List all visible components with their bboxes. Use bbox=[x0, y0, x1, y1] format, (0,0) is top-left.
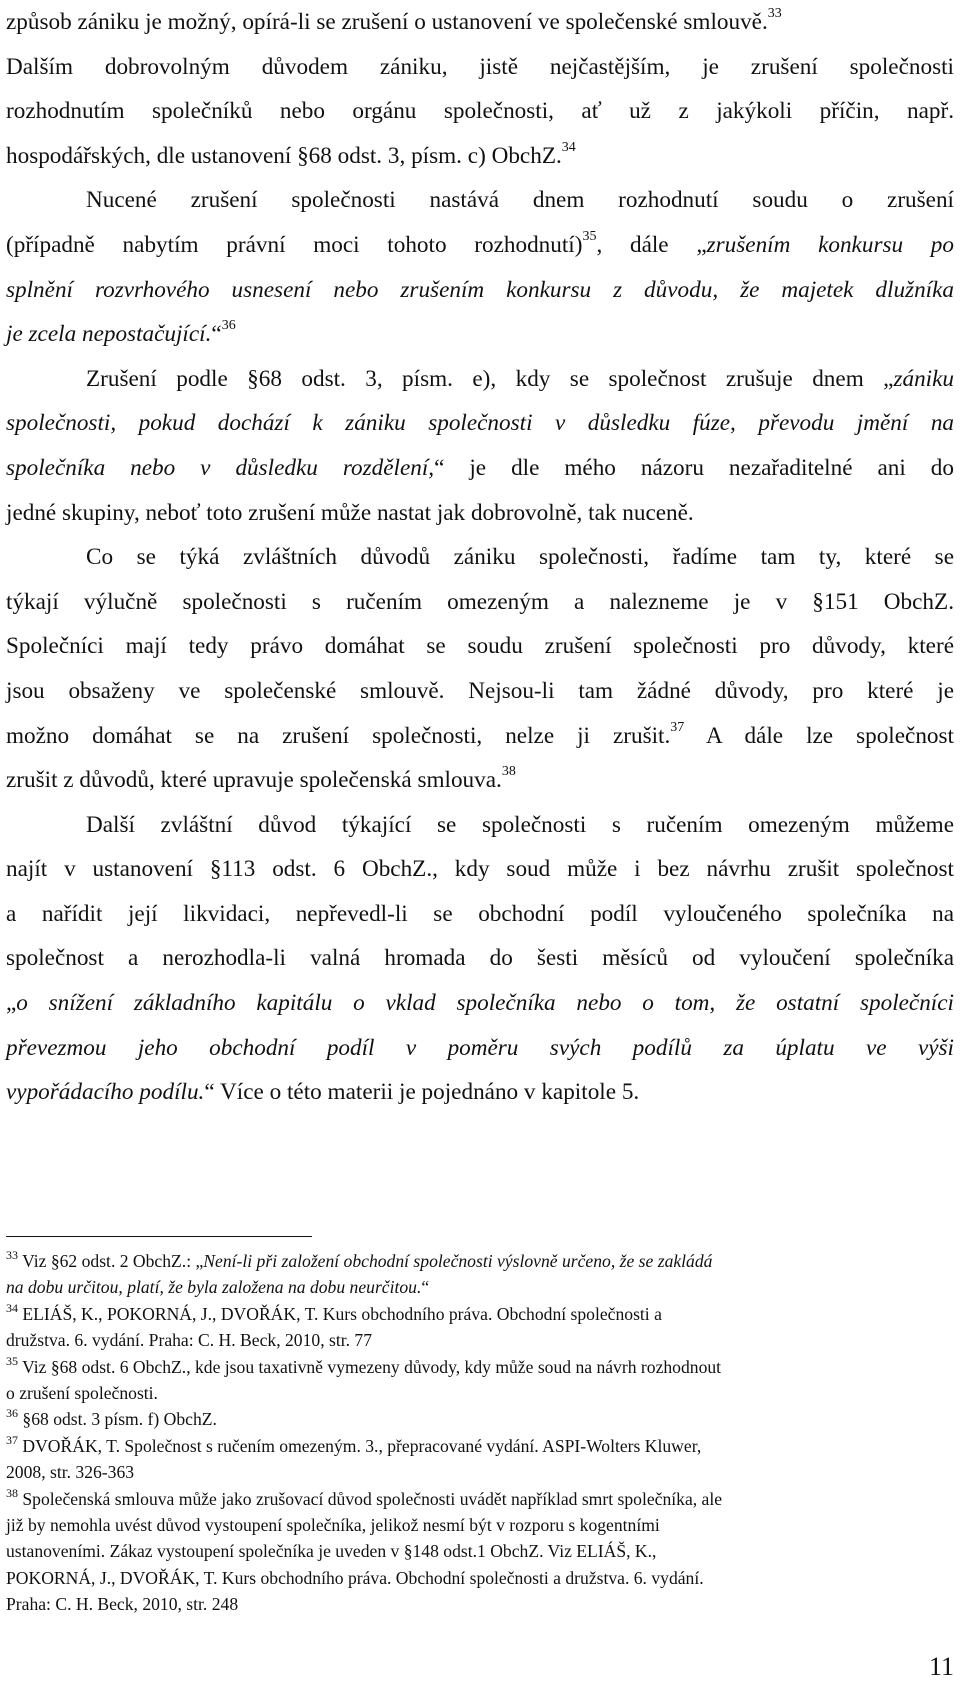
italic-span: vypořádacího podílu. bbox=[6, 1079, 205, 1106]
text-span: “ Více o této materii je pojednáno v kapitole 5. bbox=[204, 1079, 640, 1106]
text-line: jedné skupiny, neboť toto zrušení může nastat jak dobrovolně, tak nuceně. bbox=[6, 499, 694, 526]
italic-span: o snížení základního kapitálu o vklad společníka nebo o tom, že ostatní společníci bbox=[16, 990, 954, 1017]
text-line: týkají výlučně společnosti s ručením omezeným a nalezneme je v §151 ObchZ. bbox=[6, 588, 954, 615]
footnote-line bbox=[6, 1406, 954, 1432]
text-span: Viz §68 odst. 6 ObchZ., kde jsou taxativně vymezeny důvody, kdy může soud na návrh rozhodnout bbox=[18, 1356, 722, 1377]
text-span: způsob zániku je možný, opírá-li se zrušení o ustanovení ve společenské smlouvě. bbox=[6, 9, 768, 35]
italic-span: je zcela nepostačující. bbox=[6, 321, 212, 348]
text-line: Další zvláštní důvod týkající se společnosti s ručením omezeným můžeme bbox=[86, 811, 954, 838]
text-span: Zrušení podle §68 odst. 3, písm. e), kdy se společnost zrušuje dnem „ bbox=[86, 365, 894, 392]
text-line bbox=[6, 714, 954, 759]
footnote-ref[interactable]: 38 bbox=[501, 764, 516, 780]
text-line: Společníci mají tedy právo domáhat se soudu zrušení společnosti pro důvody, které bbox=[6, 633, 954, 660]
text-line bbox=[6, 268, 954, 313]
footnote-line bbox=[6, 1486, 954, 1512]
page-number: 11 bbox=[928, 1652, 954, 1681]
text-line bbox=[6, 1070, 954, 1115]
italic-span: převezmou jeho obchodní podíl v poměru svých podílů za úplatu ve výši bbox=[6, 1034, 954, 1061]
text-line bbox=[6, 223, 954, 268]
text-line bbox=[6, 401, 954, 446]
text-span: “ je dle mého názoru nezařaditelné ani do bbox=[434, 454, 954, 481]
footnote-separator bbox=[6, 1236, 312, 1237]
main-text bbox=[6, 0, 954, 1115]
footnote-line bbox=[6, 1274, 954, 1300]
text-line bbox=[6, 0, 954, 45]
text-span: , dále „ bbox=[596, 231, 707, 258]
footnote-line bbox=[6, 1354, 954, 1380]
italic-span: splnění rozvrhového usnesení nebo zrušením konkursu z důvodu, že majetek dlužníka bbox=[6, 276, 954, 303]
footnote-line: již by nemohla uvést důvod vystoupení společníka, jelikož nesmí být v rozporu s kogentními bbox=[6, 1514, 660, 1535]
italic-span: společnosti, pokud dochází k zániku společnosti v důsledku fúze, převodu jmění na bbox=[6, 410, 954, 437]
text-span: Viz §62 odst. 2 ObchZ.: „ bbox=[18, 1251, 204, 1271]
text-line bbox=[6, 446, 954, 491]
text-line bbox=[6, 312, 954, 357]
footnote-number: 35 bbox=[6, 1353, 18, 1368]
text-line bbox=[6, 134, 954, 179]
text-span: A dále lze společnost bbox=[684, 722, 954, 749]
footnote-line bbox=[6, 1248, 954, 1274]
footnote-line: ustanoveními. Zákaz vystoupení společníka je uveden v §148 odst.1 ObchZ. Viz ELIÁŠ, K., bbox=[6, 1541, 657, 1562]
footnote-line: družstva. 6. vydání. Praha: C. H. Beck, 2010, str. 77 bbox=[6, 1330, 372, 1351]
footnote-ref[interactable]: 36 bbox=[221, 318, 236, 334]
text-span: §68 odst. 3 písm. f) ObchZ. bbox=[18, 1409, 217, 1430]
text-span: “ bbox=[421, 1277, 430, 1298]
text-line: Dalším dobrovolným důvodem zániku, jistě nejčastějším, je zrušení společnosti bbox=[6, 53, 954, 80]
text-line: Co se týká zvláštních důvodů zániku společnosti, řadíme tam ty, které se bbox=[86, 544, 954, 571]
text-span: ELIÁŠ, K., POKORNÁ, J., DVOŘÁK, T. Kurs obchodního práva. Obchodní společnosti a bbox=[18, 1303, 662, 1324]
footnote-number: 36 bbox=[6, 1406, 18, 1421]
footnote-line: 2008, str. 326-363 bbox=[6, 1462, 135, 1483]
footnote-ref[interactable]: 33 bbox=[767, 6, 782, 21]
text-span: možno domáhat se na zrušení společnosti, nelze ji zrušit. bbox=[6, 722, 671, 749]
footnote-number: 34 bbox=[6, 1300, 18, 1315]
italic-span: zániku bbox=[893, 365, 954, 392]
text-line bbox=[6, 981, 954, 1026]
text-line bbox=[6, 1026, 954, 1071]
text-span: Společenská smlouva může jako zrušovací důvod společnosti uvádět například smrt společníka, ale bbox=[18, 1488, 723, 1509]
footnote-number: 33 bbox=[6, 1248, 18, 1262]
italic-span: na dobu určitou, platí, že byla založena na dobu neurčitou. bbox=[6, 1277, 422, 1298]
footnote-line: o zrušení společnosti. bbox=[6, 1382, 158, 1403]
footnote-line bbox=[6, 1301, 954, 1327]
text-span: DVOŘÁK, T. Společnost s ručením omezeným. 3., přepracované vydání. ASPI-Wolters Kluwer, bbox=[18, 1435, 702, 1456]
footnotes bbox=[6, 1248, 954, 1617]
footnote-ref[interactable]: 35 bbox=[582, 228, 597, 244]
footnote-line: POKORNÁ, J., DVOŘÁK, T. Kurs obchodního práva. Obchodní společnosti a družstva. 6. vydání. bbox=[6, 1567, 704, 1588]
text-line: jsou obsaženy ve společenské smlouvě. Nejsou-li tam žádné důvody, pro které je bbox=[6, 677, 954, 704]
text-span: zrušit z důvodů, které upravuje společenská smlouva. bbox=[6, 767, 502, 794]
footnote-ref[interactable]: 37 bbox=[670, 719, 685, 735]
italic-span: Není-li při založení obchodní společnosti výslovně určeno, že se zakládá bbox=[203, 1251, 713, 1271]
text-line bbox=[6, 758, 954, 803]
text-span: “ bbox=[211, 321, 222, 348]
footnote-number: 38 bbox=[6, 1485, 18, 1500]
footnote-line bbox=[6, 1433, 954, 1459]
text-line: Nucené zrušení společnosti nastává dnem rozhodnutí soudu o zrušení bbox=[86, 187, 954, 214]
text-span: (případně nabytím právní moci tohoto rozhodnutí) bbox=[6, 231, 583, 258]
text-line: a nařídit její likvidaci, nepřevedl-li se obchodní podíl vyloučeného společníka na bbox=[6, 900, 954, 927]
text-line: společnost a nerozhodla-li valná hromada do šesti měsíců od vyloučení společníka bbox=[6, 945, 954, 972]
footnote-number: 37 bbox=[6, 1432, 18, 1447]
text-span: „ bbox=[6, 990, 17, 1017]
text-span: hospodářských, dle ustanovení §68 odst. 3, písm. c) ObchZ. bbox=[6, 142, 562, 169]
text-line: rozhodnutím společníků nebo orgánu společnosti, ať už z jakýkoli příčin, např. bbox=[6, 98, 954, 125]
footnote-ref[interactable]: 34 bbox=[561, 139, 576, 155]
italic-span: společníka nebo v důsledku rozdělení, bbox=[6, 454, 435, 481]
footnote-line: Praha: C. H. Beck, 2010, str. 248 bbox=[6, 1594, 239, 1615]
italic-span: zrušením konkursu po bbox=[706, 231, 954, 258]
text-line: najít v ustanovení §113 odst. 6 ObchZ., kdy soud může i bez návrhu zrušit společnost bbox=[6, 856, 954, 883]
text-line bbox=[6, 357, 954, 402]
